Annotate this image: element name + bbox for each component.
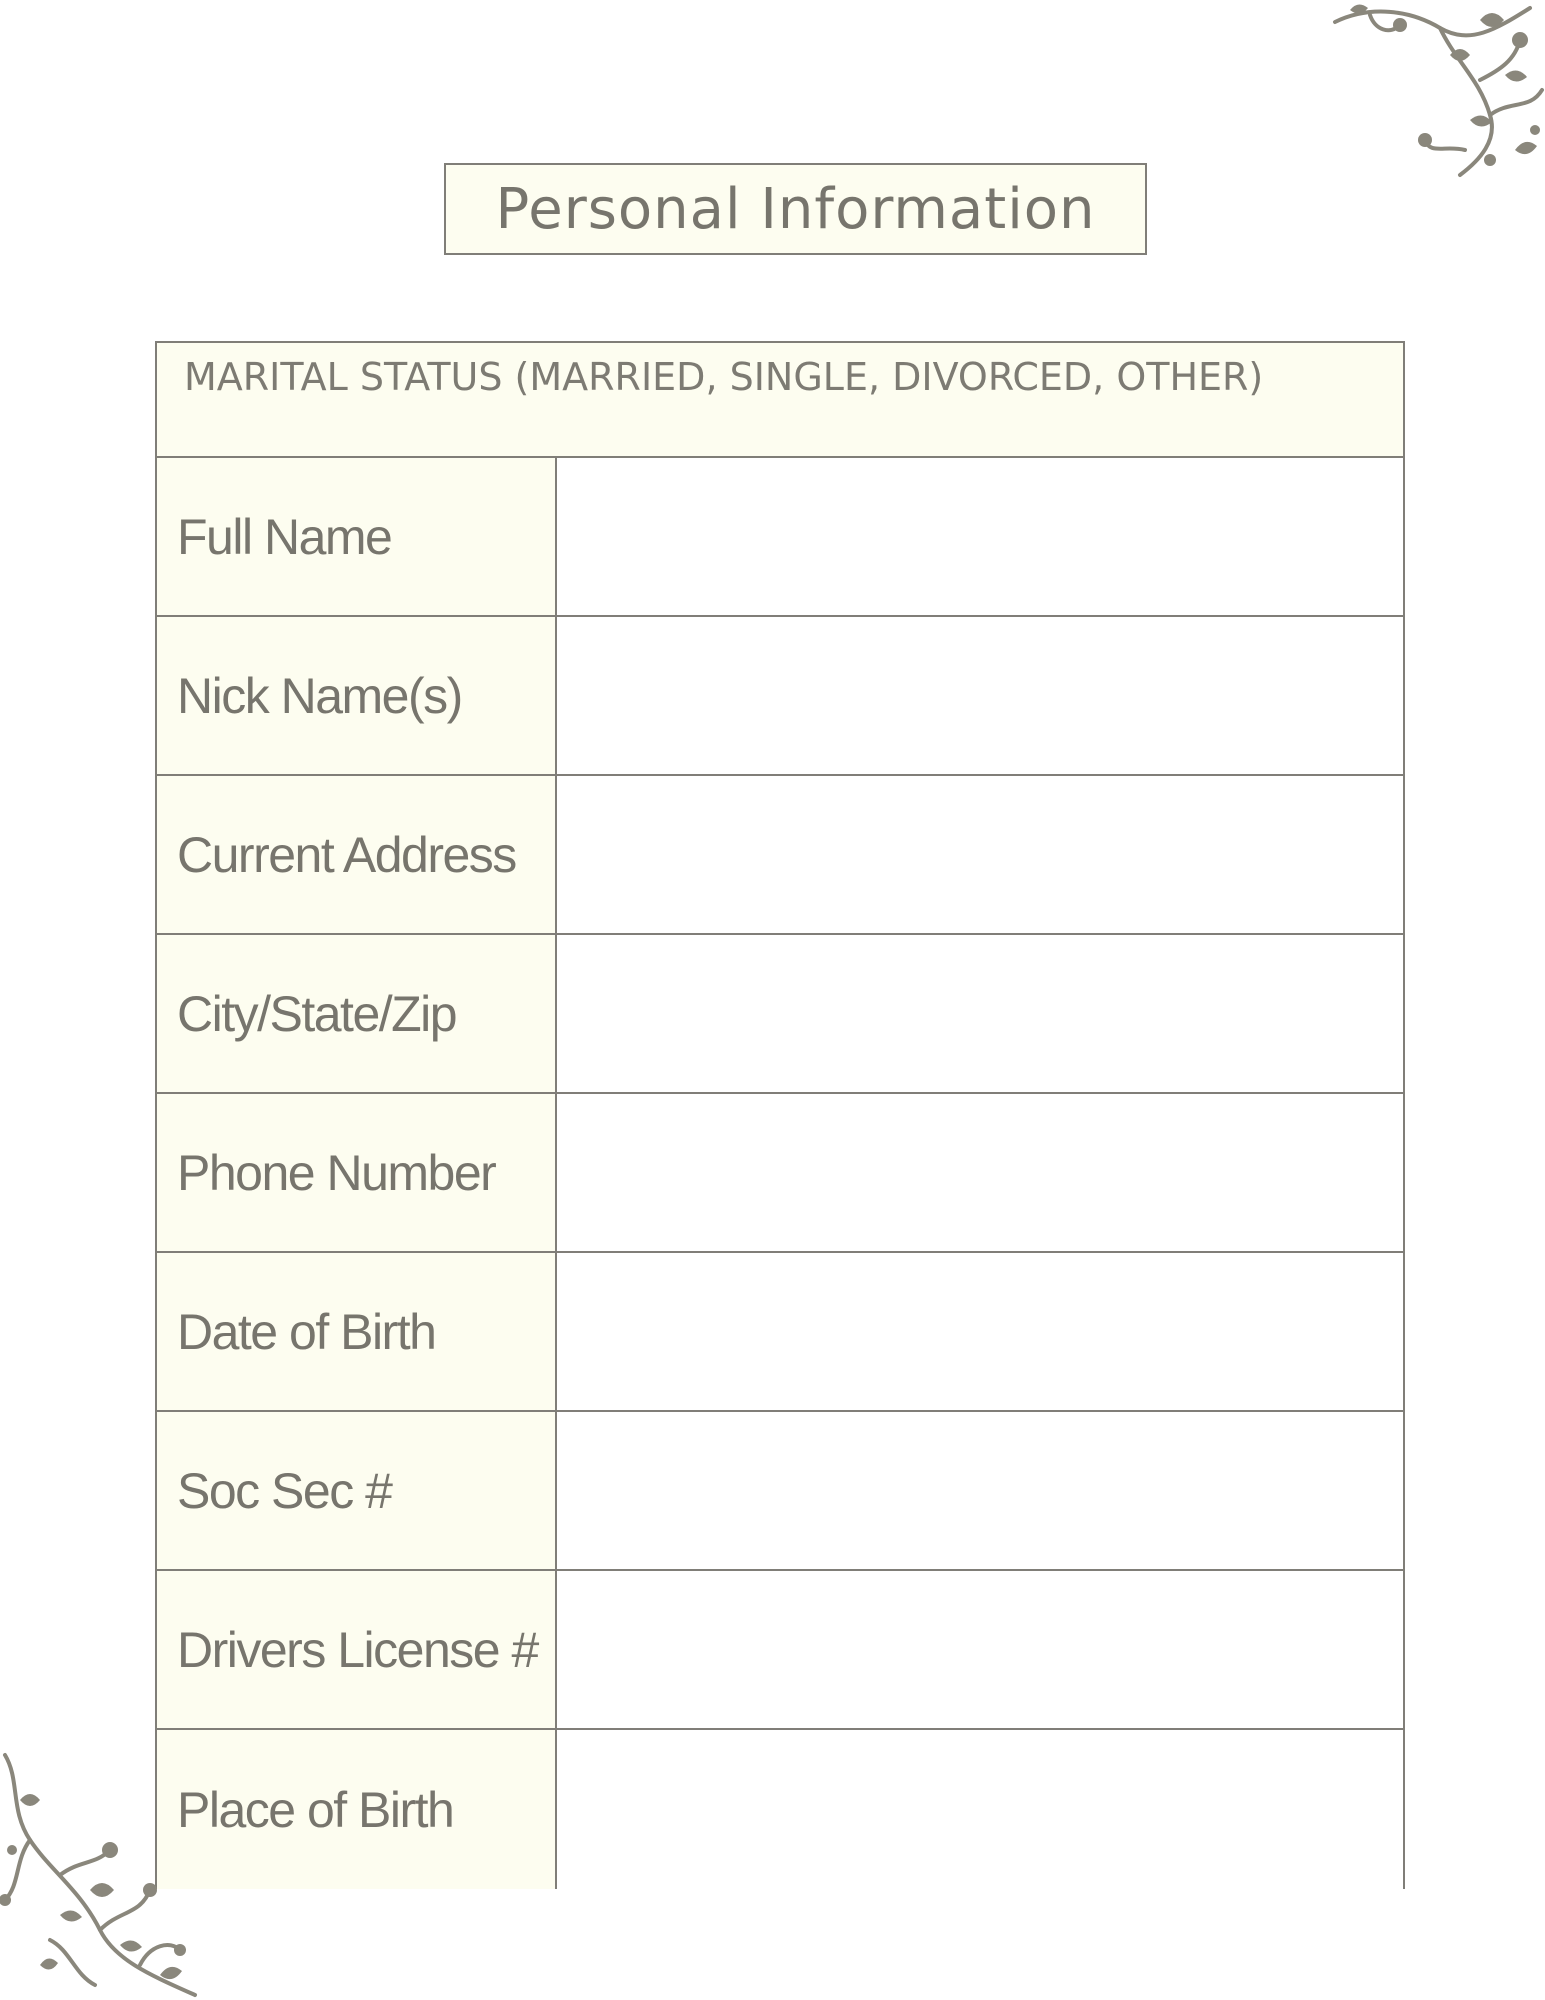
field-row-full-name bbox=[157, 458, 1403, 617]
field-label-cell bbox=[157, 1094, 557, 1251]
current-address-field[interactable] bbox=[557, 776, 1403, 933]
floral-ornament-top-right-icon bbox=[1330, 0, 1545, 190]
phone-number-field[interactable] bbox=[557, 1094, 1403, 1251]
city-state-zip-field[interactable] bbox=[557, 935, 1403, 1092]
field-label-cell bbox=[157, 935, 557, 1092]
drivers-license-label: Drivers License # bbox=[177, 1621, 538, 1678]
soc-sec-field[interactable] bbox=[557, 1412, 1403, 1569]
current-address-label: Current Address bbox=[177, 826, 516, 883]
page-title-box bbox=[444, 163, 1147, 255]
field-row-current-address bbox=[157, 776, 1403, 935]
field-row-place-of-birth bbox=[157, 1730, 1403, 1889]
field-row-drivers-license bbox=[157, 1571, 1403, 1730]
floral-ornament-bottom-left-icon bbox=[0, 1740, 200, 2000]
field-row-nick-names bbox=[157, 617, 1403, 776]
field-row-soc-sec bbox=[157, 1412, 1403, 1571]
drivers-license-field[interactable] bbox=[557, 1571, 1403, 1728]
page-title: Personal Information bbox=[495, 176, 1096, 242]
field-label-cell bbox=[157, 617, 557, 774]
personal-info-form bbox=[155, 341, 1405, 1889]
field-row-city-state-zip bbox=[157, 935, 1403, 1094]
soc-sec-label: Soc Sec # bbox=[177, 1462, 392, 1519]
nick-names-field[interactable] bbox=[557, 617, 1403, 774]
full-name-field[interactable] bbox=[557, 458, 1403, 615]
field-label-cell bbox=[157, 1412, 557, 1569]
nick-names-label: Nick Name(s) bbox=[177, 667, 462, 724]
marital-status-row[interactable] bbox=[157, 343, 1403, 458]
marital-status-label: MARITAL STATUS (MARRIED, SINGLE, DIVORCED, OTHER) bbox=[184, 355, 1264, 399]
city-state-zip-label: City/State/Zip bbox=[177, 985, 457, 1042]
field-label-cell bbox=[157, 1571, 557, 1728]
place-of-birth-field[interactable] bbox=[557, 1730, 1403, 1889]
place-of-birth-label: Place of Birth bbox=[177, 1781, 454, 1838]
field-row-phone-number bbox=[157, 1094, 1403, 1253]
full-name-label: Full Name bbox=[177, 508, 392, 565]
date-of-birth-field[interactable] bbox=[557, 1253, 1403, 1410]
field-label-cell bbox=[157, 1253, 557, 1410]
field-row-date-of-birth bbox=[157, 1253, 1403, 1412]
phone-number-label: Phone Number bbox=[177, 1144, 496, 1201]
field-label-cell bbox=[157, 458, 557, 615]
field-label-cell bbox=[157, 1730, 557, 1889]
date-of-birth-label: Date of Birth bbox=[177, 1303, 436, 1360]
field-label-cell bbox=[157, 776, 557, 933]
